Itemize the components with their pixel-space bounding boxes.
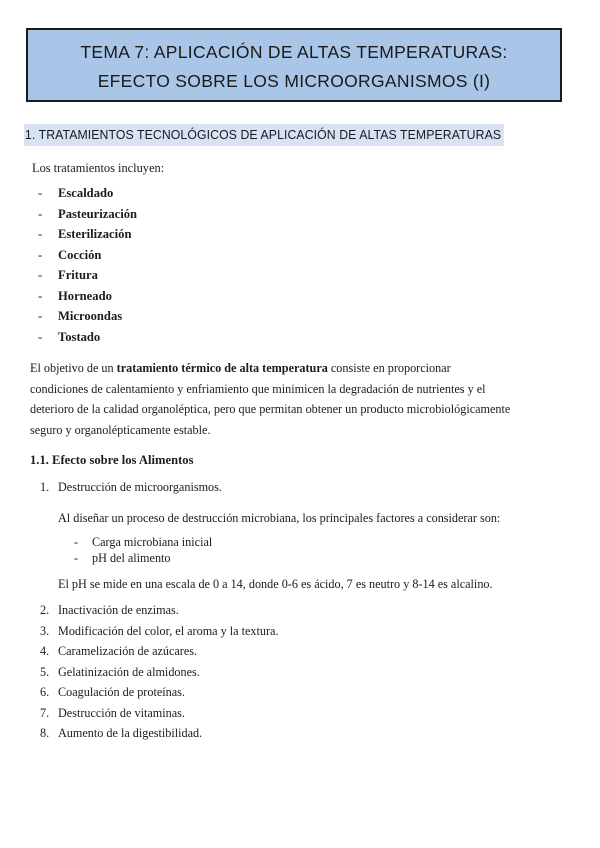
bullet-dash: - [74, 535, 79, 549]
paragraph-text: consiste en proporcionar [327, 361, 451, 375]
treatment-label: Fritura [58, 268, 98, 282]
document-title-box [26, 28, 562, 102]
paragraph-line: condiciones de calentamiento y enfriamiento que minimicen la degradación de nutrientes y el [30, 381, 486, 396]
numbered-item [40, 479, 222, 495]
item-text: Coagulación de proteínas. [58, 685, 185, 699]
title-line-1: TEMA 7: APLICACIÓN DE ALTAS TEMPERATURAS: [80, 42, 508, 62]
list-item [38, 329, 137, 350]
factors-list [74, 534, 212, 566]
list-item [38, 308, 137, 329]
numbered-item [40, 602, 179, 618]
item-number: 2. [40, 603, 50, 617]
list-item [38, 288, 137, 309]
treatment-label: Esterilización [58, 227, 132, 241]
subsection-heading: 1.1. Efecto sobre los Alimentos [30, 453, 194, 467]
item-text: Destrucción de vitaminas. [58, 705, 185, 720]
bullet-dash: - [38, 186, 43, 200]
item-text: Modificación del color, el aroma y la textura. [58, 623, 279, 638]
bullet-dash: - [38, 329, 43, 344]
list-item [74, 534, 212, 550]
treatment-label: Pasteurización [58, 206, 138, 221]
item-text: Aumento de la digestibilidad. [58, 726, 203, 740]
list-item [38, 206, 137, 227]
item-number: 4. [40, 644, 50, 658]
item-number: 5. [40, 664, 50, 679]
treatment-label: Tostado [58, 329, 101, 344]
item-text: Inactivación de enzimas. [58, 603, 179, 617]
treatment-label: Microondas [58, 309, 123, 323]
bullet-dash: - [38, 227, 43, 241]
factors-intro: Al diseñar un proceso de destrucción microbiana, los principales factores a considerar son: [58, 511, 501, 525]
item-text: Caramelización de azúcares. [58, 644, 198, 658]
bullet-dash: - [38, 268, 43, 282]
factor-label: Carga microbiana inicial [92, 535, 213, 549]
item-number: 8. [40, 726, 50, 740]
treatment-label: Horneado [58, 288, 112, 303]
item-number: 6. [40, 685, 50, 699]
objective-paragraph [30, 358, 570, 440]
paragraph-text: El objetivo de un [30, 361, 117, 375]
section-heading: 1. TRATAMIENTOS TECNOLÓGICOS DE APLICACIÓN DE ALTAS TEMPERATURAS [24, 124, 504, 146]
paragraph-line [30, 358, 570, 379]
item-text: Gelatinización de almidones. [58, 664, 200, 679]
paragraph-line: seguro y organolépticamente estable. [30, 422, 211, 437]
list-item [38, 185, 137, 206]
item-number: 3. [40, 623, 50, 638]
intro-text: Los tratamientos incluyen: [32, 161, 165, 175]
item-text: Destrucción de microorganismos. [58, 480, 222, 494]
treatment-list [38, 185, 137, 349]
numbered-item [40, 623, 279, 639]
bullet-dash: - [74, 551, 79, 565]
treatment-label: Cocción [58, 247, 102, 262]
list-item [38, 247, 137, 268]
bullet-dash: - [38, 309, 43, 323]
bullet-dash: - [38, 288, 43, 303]
numbered-item [40, 643, 197, 659]
item-number: 1. [40, 480, 50, 494]
numbered-item [40, 664, 200, 680]
factor-label: pH del alimento [92, 551, 171, 565]
list-item [38, 226, 137, 247]
list-item [74, 550, 212, 566]
numbered-item [40, 705, 185, 721]
bullet-dash: - [38, 206, 43, 221]
title-line-2: EFECTO SOBRE LOS MICROORGANISMOS (I) [97, 71, 491, 91]
paragraph-bold-term: tratamiento térmico de alta temperatura [116, 361, 328, 375]
bullet-dash: - [38, 247, 43, 262]
numbered-item [40, 684, 185, 700]
paragraph-line: deterioro de la calidad organoléptica, pero que permitan obtener un producto microbiológicamente [30, 402, 511, 416]
ph-note: El pH se mide en una escala de 0 a 14, donde 0-6 es ácido, 7 es neutro y 8-14 es alcalino. [58, 577, 493, 591]
treatment-label: Escaldado [58, 186, 114, 200]
numbered-item [40, 725, 202, 741]
list-item [38, 267, 137, 288]
item-number: 7. [40, 705, 50, 720]
